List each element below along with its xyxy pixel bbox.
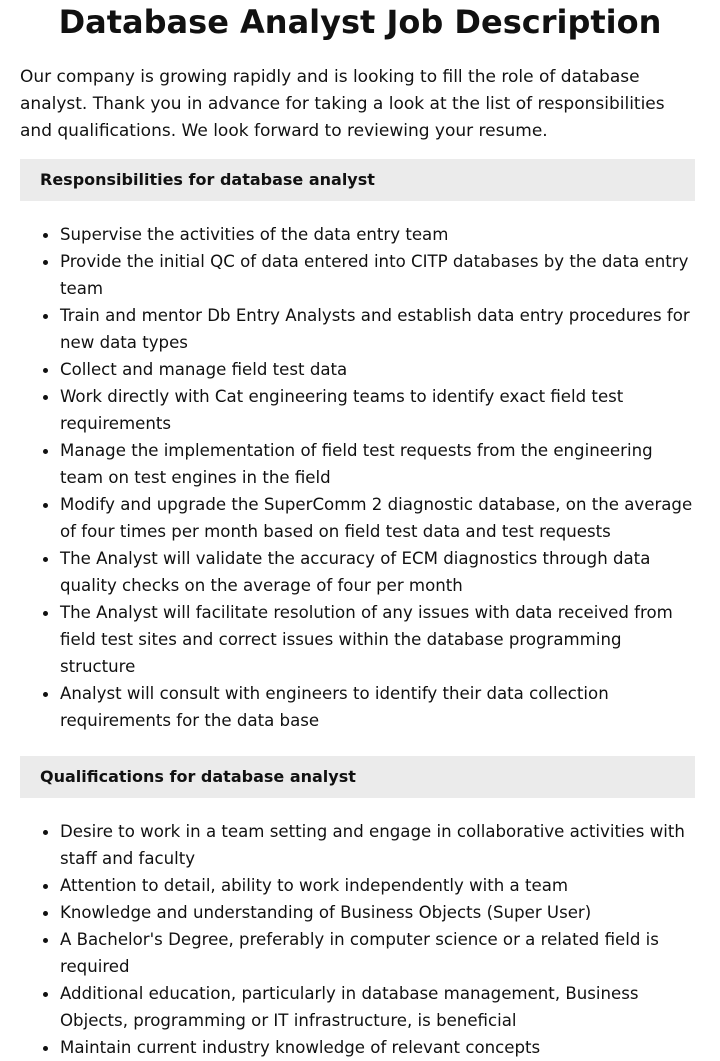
list-item: Provide the initial QC of data entered into CITP databases by the data entry team [60,248,720,302]
intro-paragraph: Our company is growing rapidly and is looking to fill the role of database analyst. Thank you in advance for taking a look at the list of responsibilities and qualifications. We look forward to reviewing your resume. [20,67,665,141]
list-item: Manage the implementation of field test requests from the engineering team on test engines in the field [60,437,720,491]
list-item: Supervise the activities of the data entry team [60,221,720,248]
list-item: Desire to work in a team setting and engage in collaborative activities with staff and faculty [60,818,720,872]
list-item: Attention to detail, ability to work independently with a team [60,872,720,899]
page-title: Database Analyst Job Description [58,3,662,41]
list-item: Train and mentor Db Entry Analysts and establish data entry procedures for new data types [60,302,720,356]
list-item: Collect and manage field test data [60,356,720,383]
list-item: Modify and upgrade the SuperComm 2 diagnostic database, on the average of four times per month based on field test data and test requests [60,491,720,545]
responsibilities-heading: Responsibilities for database analyst [20,159,695,201]
responsibilities-list [0,221,720,734]
list-item: The Analyst will facilitate resolution of any issues with data received from field test sites and correct issues within the database programming structure [60,599,720,680]
list-item: A Bachelor's Degree, preferably in computer science or a related field is required [60,926,720,980]
qualifications-heading: Qualifications for database analyst [20,756,695,798]
list-item: Work directly with Cat engineering teams to identify exact field test requirements [60,383,720,437]
list-item: Maintain current industry knowledge of relevant concepts [60,1034,720,1061]
list-item: The Analyst will validate the accuracy of ECM diagnostics through data quality checks on the average of four per month [60,545,720,599]
list-item: Additional education, particularly in database management, Business Objects, programming or IT infrastructure, is beneficial [60,980,720,1034]
qualifications-list [0,818,720,1061]
list-item: Analyst will consult with engineers to identify their data collection requirements for the data base [60,680,720,734]
list-item: Knowledge and understanding of Business Objects (Super User) [60,899,720,926]
